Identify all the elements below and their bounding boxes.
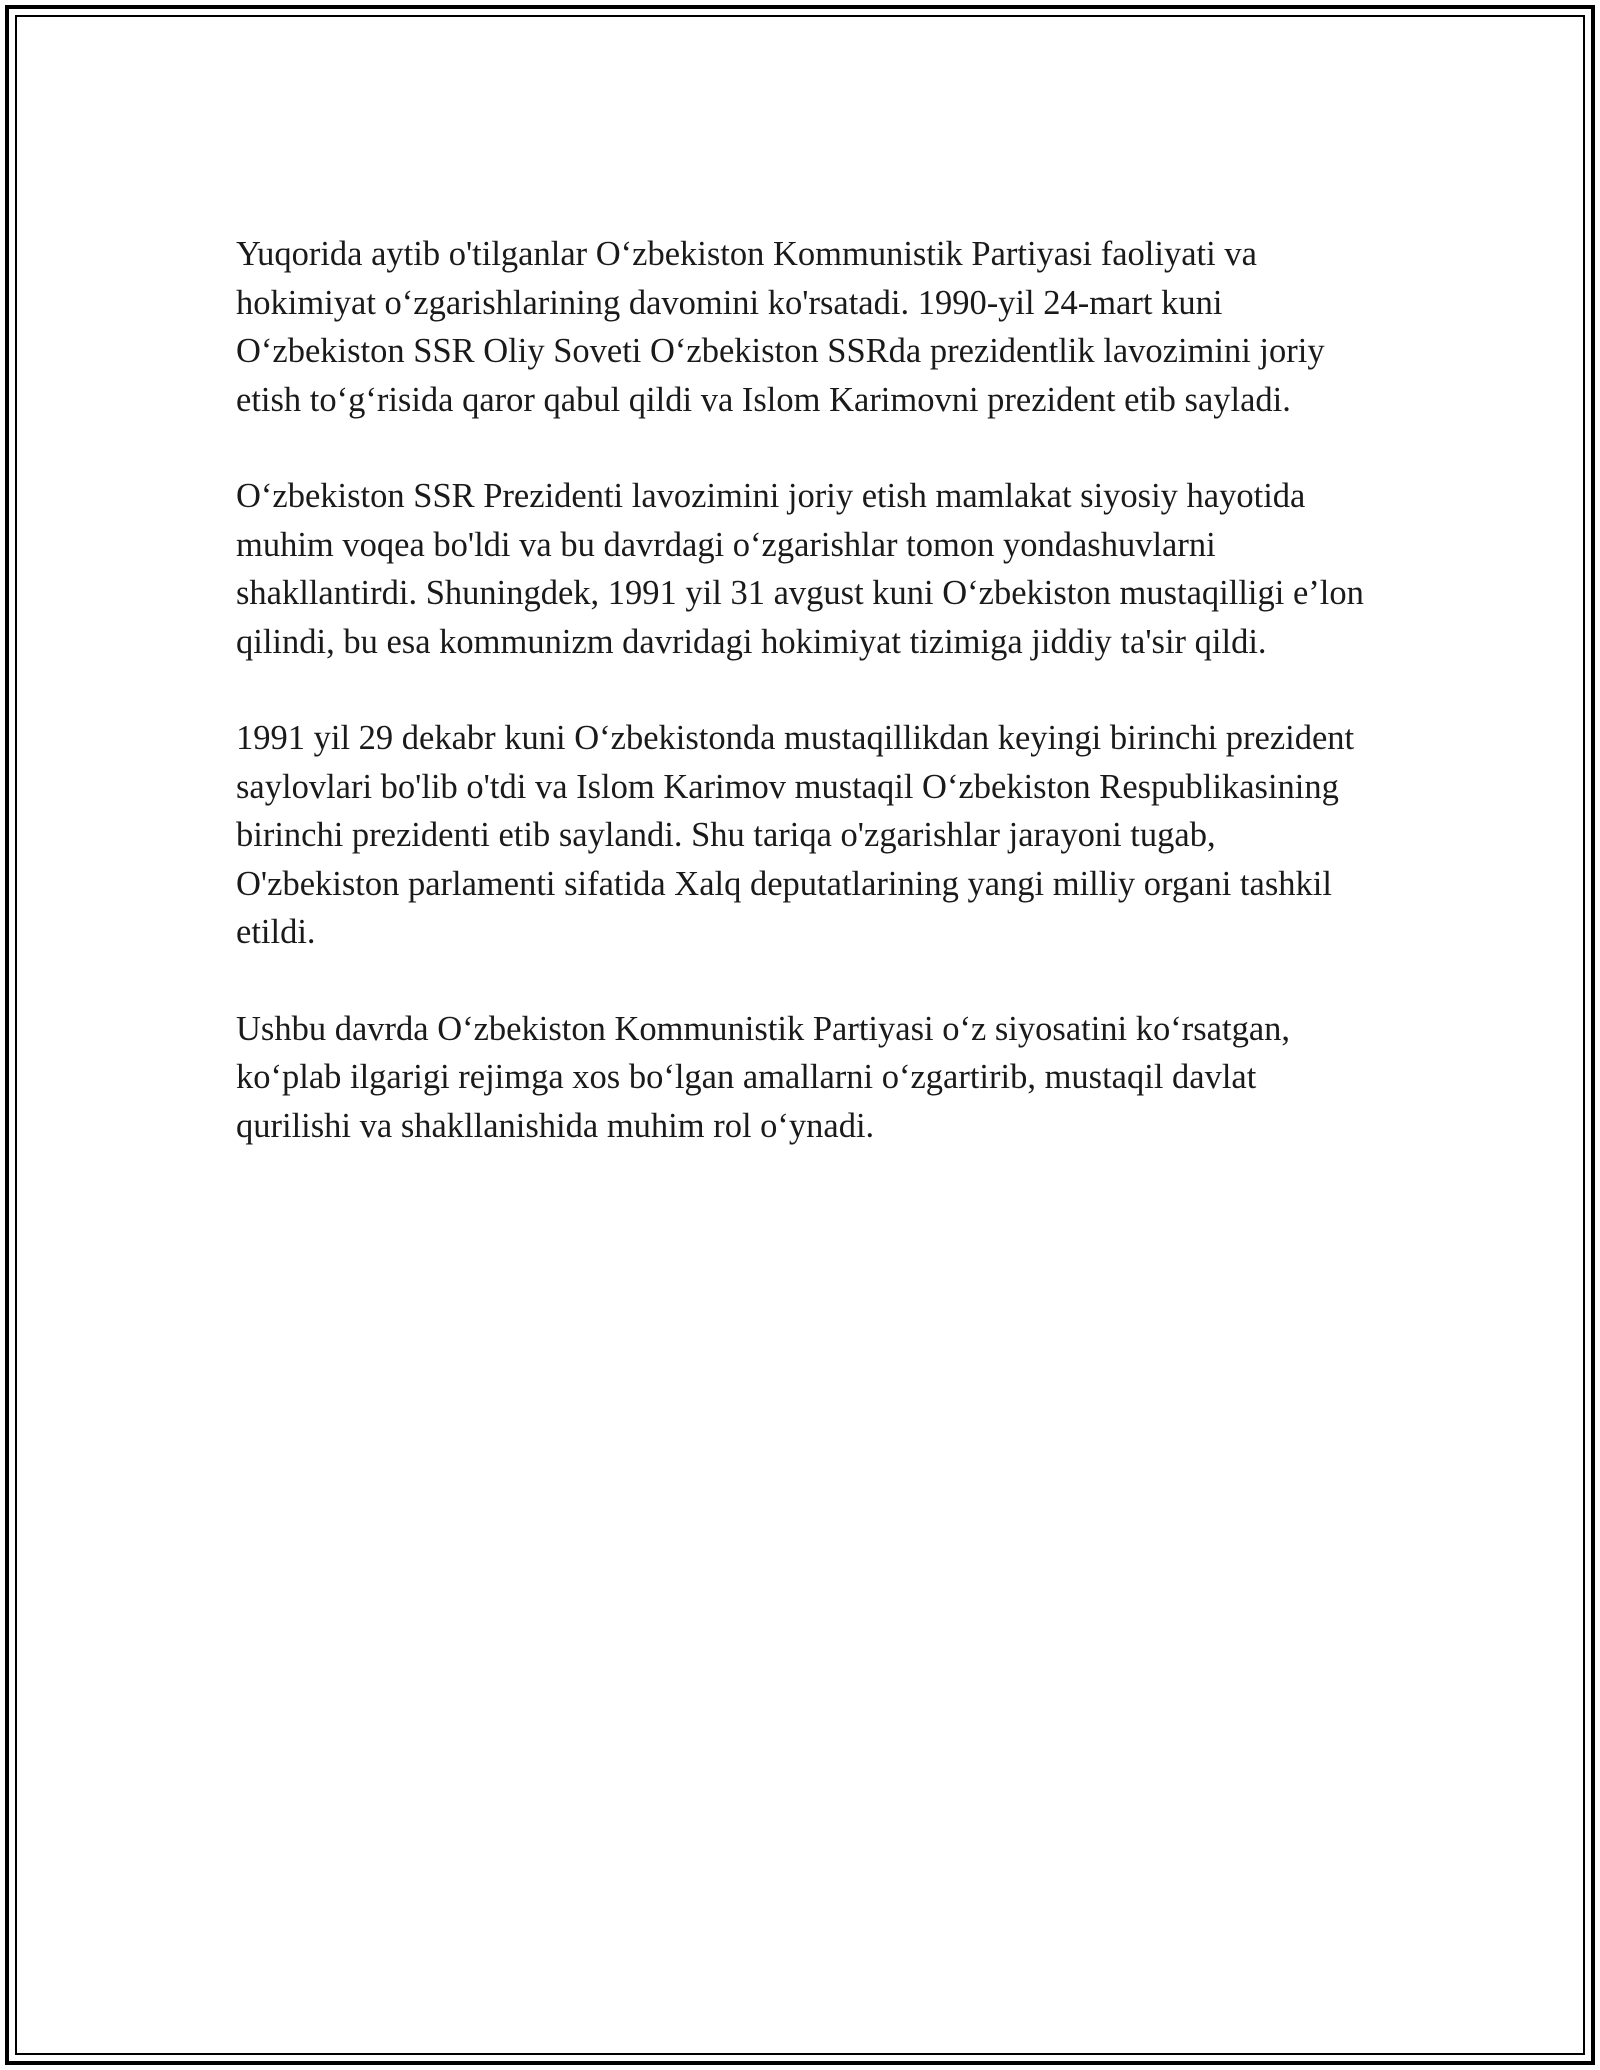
- paragraph-3: 1991 yil 29 dekabr kuni O‘zbekistonda mustaqillikdan keyingi birinchi prezident saylovlari bo'lib o'tdi va Islom Karimov mustaqil O‘zbekiston Respublikasining birinchi prezidenti etib saylandi. Shu tariqa o'zgarishlar jarayoni tugab, O'zbekiston parlamenti sifatida Xalq deputatlarining yangi milliy organi tashkil etildi.: [236, 719, 1355, 951]
- paragraph-1: Yuqorida aytib o'tilganlar O‘zbekiston Kommunistik Partiyasi faoliyati va hokimiyat o‘zgarishlarining davomini ko'rsatadi. 1990-yil 24-mart kuni O‘zbekiston SSR Oliy Soveti O‘zbekiston SSRda prezidentlik lavozimini joriy etish to‘g‘risida qaror qabul qildi va Islom Karimovni prezident etib sayladi.: [236, 235, 1325, 419]
- paragraph-4: Ushbu davrda O‘zbekiston Kommunistik Partiyasi o‘z siyosatini ko‘rsatgan, ko‘plab ilgarigi rejimga xos bo‘lgan amallarni o‘zgartirib, mustaqil davlat qurilishi va shakllanishida muhim rol o‘ynadi.: [236, 1009, 1291, 1145]
- document-body: [236, 230, 1376, 1198]
- paragraph-2: O‘zbekiston SSR Prezidenti lavozimini joriy etish mamlakat siyosiy hayotida muhim voqea bo'ldi va bu davrdagi o‘zgarishlar tomon yondashuvlarni shakllantirdi. Shuningdek, 1991 yil 31 avgust kuni O‘zbekiston mustaqilligi e’lon qilindi, bu esa kommunizm davridagi hokimiyat tizimiga jiddiy ta'sir qildi.: [236, 477, 1364, 661]
